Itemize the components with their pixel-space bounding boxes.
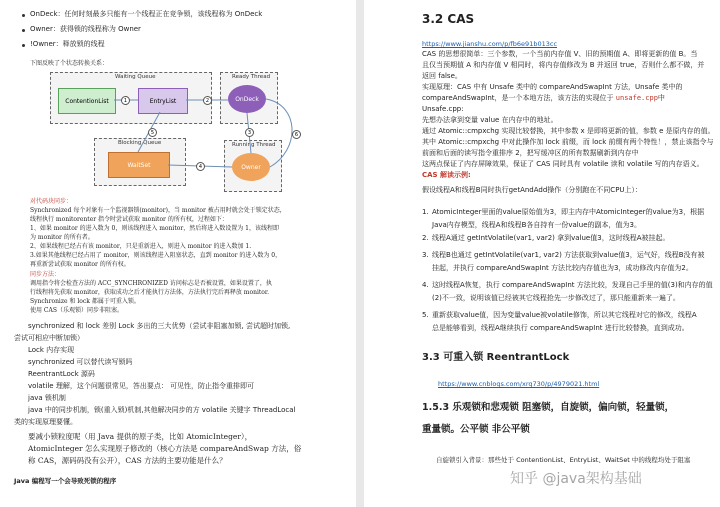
cas-line: compareAndSwapInt，是一个本地方法，该方法的实现位于 xyxy=(422,94,614,102)
paragraph-line: 尝试可相应中断加锁） xyxy=(14,334,84,342)
figure-arrows xyxy=(0,0,356,200)
cas-line: 这两点保证了内存屏障效果，保证了 CAS 同时具有 volatile 读和 volatile 写的内存语义。 xyxy=(422,160,704,168)
contention-list-node: ContentionList xyxy=(58,88,116,114)
cas-line: 前面和后面的读写指令重排序 2，把写缓冲区的所有数据刷新到内存中 xyxy=(422,149,639,157)
bullet-owner: Owner：获得锁的线程称为 Owner xyxy=(30,25,141,33)
step-text: 线程B也通过 getIntVolatile(var1, var2) 方法获取到value值3，运气好，线程B没有被 xyxy=(432,251,705,259)
step-text: 挂起，并执行 compareAndSwapInt 方法比较内存值也为3，成功修改内存值为2。 xyxy=(432,264,693,272)
paragraph-line: java 锁机制 xyxy=(28,394,66,402)
sync-line: Synchronized 每个对象有一个监视器锁(monitor)，当 monitor 被占用时就会处于锁定状态， xyxy=(30,207,286,214)
paragraph-line: ReentrantLock 源码 xyxy=(28,370,95,378)
sync-line: 2、如果线程已经占有该 monitor，只是重新进入，则进入 monitor 的进入数加 1. xyxy=(30,243,252,250)
method-line: Synchronize 和 lock 都属于可重入锁。 xyxy=(30,298,140,305)
step-text: Java内存模型，线程A和线程B各自持有一份value的副本，值为3。 xyxy=(432,221,641,229)
step-text: 总是能够看到，线程A继续执行 compareAndSwapInt 进行比较替换，直到成功。 xyxy=(432,324,689,332)
cas-link[interactable]: https://www.jianshu.com/p/fb6e91b013cc xyxy=(422,40,558,48)
figure-caption: 下图反映了个状态转换关系： xyxy=(30,60,109,67)
sync-line: 再重新尝试获取 monitor 的所有权。 xyxy=(30,261,130,268)
step-2: 2 xyxy=(203,96,212,105)
cas-line: CAS 的思想很简单：三个参数，一个当前内存值 V、旧的预期值 A、即将更新的值 B。当 xyxy=(422,50,698,58)
zhihu-watermark: 知乎 @java架构基础 xyxy=(510,471,642,487)
sync-line: 为 monitor 的所有者。 xyxy=(30,234,94,241)
step-5: 5 xyxy=(148,128,157,137)
cas-line: 且仅当预期值 A 和内存值 V 相同时，将内存值修改为 B 并返回 true，否则什么都不做，并 xyxy=(422,61,705,69)
code-suffix: 中 xyxy=(657,94,665,102)
section-heading-locks: 1.5.3 乐观锁和悲观锁 阻塞锁，自旋锁，偏向锁，轻量锁， xyxy=(422,402,675,413)
section-heading-locks-cont: 重量锁。公平锁 非公平锁 xyxy=(422,424,530,435)
step-text: 线程A通过 getIntVolatile(var1, var2) 拿到value值3，这时线程A被挂起。 xyxy=(432,234,670,242)
step-number: 5. xyxy=(422,311,429,319)
waiting-queue-label: Waiting Queue xyxy=(115,74,156,80)
step-text: 重新获取value值，因为变量value被volatile修饰，所以其它线程对它的修改，线程A xyxy=(432,311,697,319)
right-page xyxy=(364,0,720,507)
cas-line: 通过 Atomic::cmpxchg 实现比较替换，其中参数 x 是即将更新的值，参数 e 是原内存的值。 xyxy=(422,127,715,135)
paragraph-line: 类的实现原理要懂。 xyxy=(14,418,77,426)
blocking-queue-label: Blocking Queue xyxy=(118,140,162,146)
bullet-ondeck: OnDeck：任何时刻最多只能有一个线程正在竞争锁，该线程称为 OnDeck xyxy=(30,10,263,18)
method-line: 使用 CAS（乐观锁）同步非阻塞。 xyxy=(30,307,123,314)
cas-line: Unsafe.cpp: xyxy=(422,105,464,113)
sync-heading: 对代码块同步： xyxy=(30,198,73,205)
step-number: 4. xyxy=(422,281,429,289)
spin-lock-line: 自旋锁引入背景：那些处于 ContentionList、EntryList、WaitSet 中的线程均处于阻塞 xyxy=(436,456,691,464)
serif-line: 要减小锁粒度呢（用 Java 提供的原子类，比如 AtomicInteger）， xyxy=(28,432,253,441)
serif-line: AtomicInteger 怎么实现原子修改的（核心方法是 compareAndSwap 方法，俗 xyxy=(28,444,302,453)
step-1: 1 xyxy=(121,96,130,105)
cas-line: 先想办法拿到变量 value 在内存中的地址。 xyxy=(422,116,558,124)
cas-line: 其中 Atomic::cmpxchg 中对此操作加 lock 前缀，而 lock 前缀有两个特性！，禁止该指令与 xyxy=(422,138,714,146)
entry-list-node: EntryList xyxy=(138,88,188,114)
step-text: (2)不一致，说明该值已经被其它线程抢先一步修改过了，那只能重新来一遍了。 xyxy=(432,294,680,302)
paragraph-line: synchronized 可以替代读写锁吗 xyxy=(28,358,133,366)
cas-example-heading: CAS 解读示例: xyxy=(422,171,471,179)
paragraph-line: synchronized 和 lock 差别 Lock 多出的三大优势（尝试非阻塞加锁, 尝试超时加锁, xyxy=(28,322,291,330)
bullet-not-owner: !Owner：释放锁的线程 xyxy=(30,40,105,48)
cas-line: 返回 false。 xyxy=(422,72,462,80)
owner-node: Owner xyxy=(232,153,270,181)
bottom-heading: Java 编程写一个会导致死锁的程序 xyxy=(14,477,117,485)
step-4: 4 xyxy=(196,162,205,171)
cas-line: 实现原理：CAS 中有 Unsafe 类中的 compareAndSwapInt 方法，Unsafe 类中的 xyxy=(422,83,683,91)
step-text: AtomicInteger里面的value原始值为3，即主内存中AtomicInteger的value为3，根据 xyxy=(432,208,705,216)
ondeck-node: OnDeck xyxy=(228,85,266,113)
reentrant-link[interactable]: https://www.cnblogs.com/xrq730/p/4979021.html xyxy=(438,380,600,388)
scenario-line: 假设线程A和线程B同时执行getAndAdd操作（分别跑在不同CPU上）： xyxy=(422,186,643,194)
section-heading-cas: 3.2 CAS xyxy=(422,12,475,26)
section-heading-reentrant: 3.3 可重入锁 ReentrantLock xyxy=(422,352,570,363)
step-text: 这时线程A恢复，执行 compareAndSwapInt 方法比较，发现自己手里的值(3)和内存的值 xyxy=(432,281,713,289)
step-6: 6 xyxy=(292,130,301,139)
step-number: 2. xyxy=(422,234,429,242)
step-number: 1. xyxy=(422,208,429,216)
serif-line: 称 CAS，源码码没有公开），CAS 方法的主要功能是什么？ xyxy=(28,456,227,465)
method-heading: 同步方法： xyxy=(30,271,61,278)
paragraph-line: java 中的同步机制，锁(重入锁)机制,其他解决同步的方 volatile 关键字 ThreadLocal xyxy=(28,406,296,414)
sync-line: 1、如果 monitor 的进入数为 0，则该线程进入 monitor，然后将进入数设置为 1，该线程即 xyxy=(30,225,279,232)
wait-set-node: WaitSet xyxy=(108,152,170,178)
running-thread-label: Running Thread xyxy=(232,142,276,148)
sync-line: 线程执行 monitorenter 指令时尝试获取 monitor 的所有权，过程如下： xyxy=(30,216,228,223)
step-3: 3 xyxy=(245,128,254,137)
cas-line-with-code xyxy=(422,94,665,103)
method-line: 调用指令将会检查方法的 ACC_SYNCHRONIZED 访问标志是否被设置，如果设置了，执 xyxy=(30,280,272,287)
paragraph-line: Lock 内存实现 xyxy=(28,346,75,354)
left-page xyxy=(0,0,356,507)
ready-thread-label: Ready Thread xyxy=(232,74,271,80)
sync-line: 3.如果其他线程已经占用了 monitor，则该线程进入阻塞状态，直到 monitor 的进入数为 0， xyxy=(30,252,282,259)
inline-code: unsafe.cpp xyxy=(615,94,658,102)
step-number: 3. xyxy=(422,251,429,259)
paragraph-line: volatile 理解，这个问题很常见，答出要点： 可见性，防止指令重排即可 xyxy=(28,382,255,390)
method-line: 行线程将先获取 monitor，获取成功之后才能执行方法体，方法执行完后再释放 monitor. xyxy=(30,289,270,296)
